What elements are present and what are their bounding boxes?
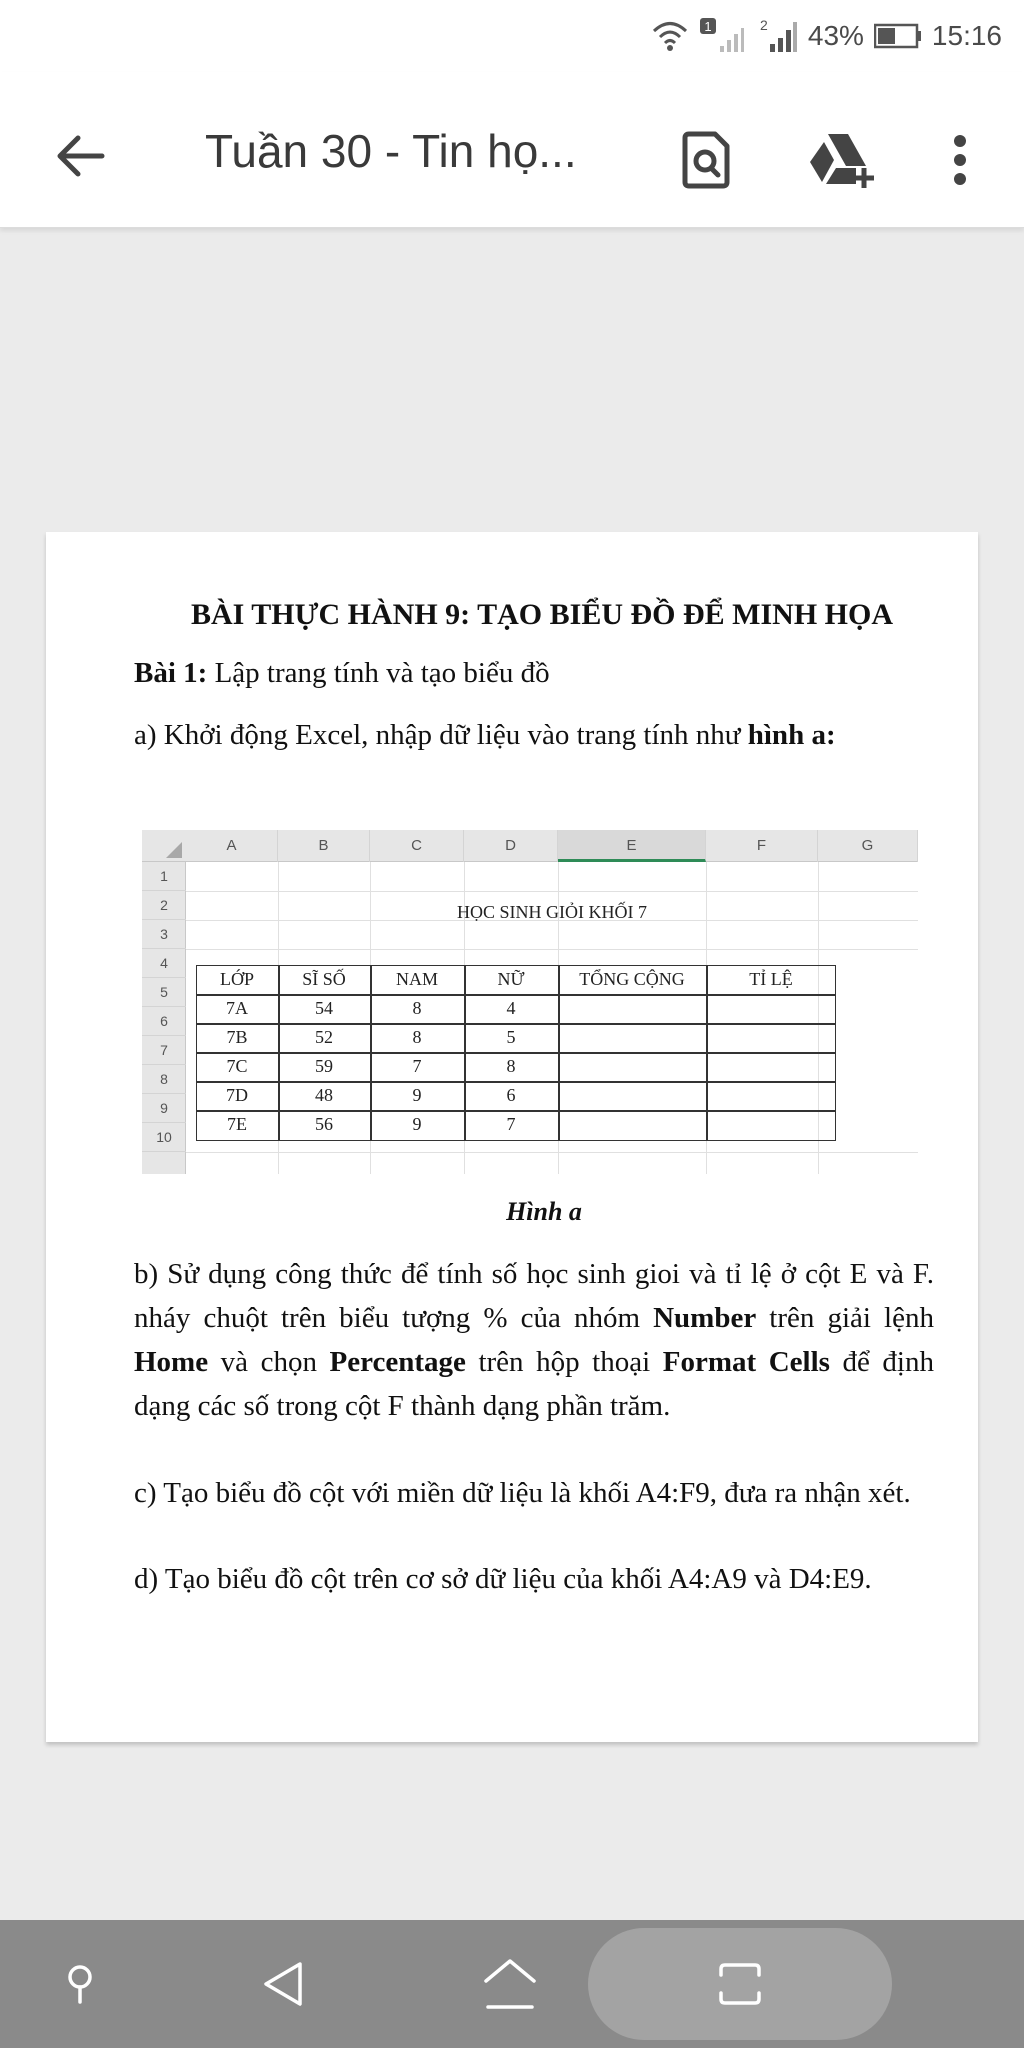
table-cell: 6 — [506, 1085, 516, 1105]
row-header-9: 9 — [142, 1094, 186, 1123]
step-b-format-cells: Format Cells — [662, 1346, 830, 1378]
home-icon — [480, 1957, 540, 2011]
table-cell: 54 — [315, 998, 333, 1018]
step-b-text-1: b) Sử dụng công thức để tính số học sinh gioi và tỉ lệ ở cột E và F. nháy chuột trên biểu tượng % của nhóm — [134, 1258, 934, 1334]
table-cell: 5 — [506, 1027, 516, 1047]
figure-caption: Hình a — [506, 1197, 582, 1226]
column-header-d: D — [464, 830, 558, 862]
gridline — [186, 1152, 918, 1153]
column-header-b: B — [278, 830, 370, 862]
back-button[interactable] — [40, 116, 120, 196]
document-page — [46, 532, 978, 1742]
row-header-5: 5 — [142, 978, 186, 1007]
battery-icon — [874, 23, 922, 49]
table-cell: 7 — [412, 1056, 422, 1076]
arrow-left-icon — [54, 134, 106, 178]
table-cell: 7E — [227, 1114, 247, 1134]
step-b-home: Home — [134, 1346, 209, 1378]
step-b-number: Number — [653, 1302, 757, 1334]
column-header-a: A — [186, 830, 278, 862]
row-header-2: 2 — [142, 891, 186, 920]
column-header-c: C — [370, 830, 464, 862]
sheet-title: HỌC SINH GIỎI KHỐI 7 — [457, 902, 647, 922]
table-cell: 8 — [412, 998, 422, 1018]
table-header-cell: TỔNG CỘNG — [579, 969, 685, 989]
row-header-1: 1 — [142, 862, 186, 891]
document-title: Tuần 30 - Tin họ... — [205, 125, 577, 177]
exercise-1-text: Lập trang tính và tạo biểu đồ — [207, 657, 550, 689]
document-heading: BÀI THỰC HÀNH 9: TẠO BIỂU ĐỒ ĐỂ MINH HỌA — [190, 598, 893, 631]
gridline — [186, 949, 918, 950]
wifi-icon — [650, 18, 690, 54]
table-cell: 8 — [506, 1056, 516, 1076]
navigation-bar — [0, 1920, 1024, 2048]
spreadsheet-figure — [142, 830, 918, 1174]
table-cell: 52 — [315, 1027, 333, 1047]
assistant-button[interactable] — [40, 1944, 120, 2024]
table-cell: 9 — [412, 1085, 422, 1105]
column-header-g: G — [818, 830, 918, 862]
table-cell: 56 — [315, 1114, 333, 1134]
column-header-e: E — [558, 830, 706, 862]
step-b-paragraph — [134, 1252, 934, 1428]
table-cell: 9 — [412, 1114, 422, 1134]
table-cell: 8 — [412, 1027, 422, 1047]
table-cell: 7 — [506, 1114, 516, 1134]
table-header-cell: NAM — [395, 969, 438, 989]
nav-home-button[interactable] — [470, 1944, 550, 2024]
step-b-text-4: trên hộp thoại — [465, 1346, 663, 1378]
nav-back-button[interactable] — [244, 1944, 324, 2024]
table-header-cell: TỈ LỆ — [749, 969, 793, 989]
step-b-text-3: và chọn — [208, 1346, 330, 1378]
drive-add-icon — [806, 130, 878, 190]
row-header-6: 6 — [142, 1007, 186, 1036]
step-a-paragraph — [134, 714, 934, 756]
table-header-cell: SĨ SỐ — [302, 969, 346, 989]
table-cell: 7A — [226, 998, 248, 1018]
select-all-corner — [142, 830, 186, 862]
row-header-3: 3 — [142, 920, 186, 949]
corner-triangle-icon — [166, 842, 182, 858]
app-bar — [0, 72, 1024, 228]
table-cell: 7C — [226, 1056, 248, 1076]
document-search-icon — [681, 131, 731, 189]
exercise-1-line — [134, 652, 934, 694]
step-d-paragraph: d) Tạo biểu đồ cột trên cơ sở dữ liệu của khối A4:A9 và D4:E9. — [134, 1563, 872, 1595]
row-header-4: 4 — [142, 949, 186, 978]
clock: 15:16 — [931, 20, 1002, 51]
sim1-badge: 1 — [704, 19, 712, 34]
row-header-bar — [142, 862, 186, 1174]
pin-icon — [65, 1964, 95, 2004]
table-cell: 48 — [315, 1085, 333, 1105]
sim1-signal-icon — [700, 16, 744, 56]
more-vert-icon — [952, 134, 968, 186]
more-options-button[interactable] — [922, 122, 998, 198]
triangle-back-icon — [258, 1959, 310, 2009]
battery-percent: 43% — [807, 20, 864, 51]
step-c-paragraph: c) Tạo biểu đồ cột với miền dữ liệu là khối A4:F9, đưa ra nhận xét. — [134, 1477, 911, 1509]
step-a-text: a) Khởi động Excel, nhập dữ liệu vào trang tính như — [134, 719, 748, 751]
row-header-7: 7 — [142, 1036, 186, 1065]
row-header-8: 8 — [142, 1065, 186, 1094]
exercise-1-label: Bài 1: — [134, 657, 208, 689]
sim2-badge: 2 — [759, 17, 768, 33]
find-in-document-button[interactable] — [668, 122, 744, 198]
step-b-text-5: để định dạng các số trong cột F thành dạng phần trăm. — [134, 1346, 934, 1422]
recent-apps-icon — [713, 1961, 767, 2007]
table-cell: 7D — [226, 1085, 248, 1105]
table-cell: 59 — [315, 1056, 333, 1076]
nav-recent-apps-button[interactable] — [700, 1944, 780, 2024]
sim2-signal-icon — [754, 16, 798, 56]
step-a-bold: hình a: — [747, 719, 836, 751]
status-bar — [0, 0, 1024, 72]
table-header-cell: LỚP — [219, 969, 254, 989]
gridline — [186, 891, 918, 892]
status-icons — [650, 14, 1002, 58]
step-b-text-2: trên giải lệnh — [756, 1302, 934, 1334]
column-header-bar — [142, 830, 918, 862]
add-to-drive-button[interactable] — [804, 122, 880, 198]
table-cell: 4 — [506, 998, 516, 1018]
table-header-cell: NỮ — [497, 969, 525, 989]
table-cell: 7B — [226, 1027, 248, 1047]
step-b-percentage: Percentage — [329, 1346, 466, 1378]
column-header-f: F — [706, 830, 818, 862]
row-header-10: 10 — [142, 1123, 186, 1152]
